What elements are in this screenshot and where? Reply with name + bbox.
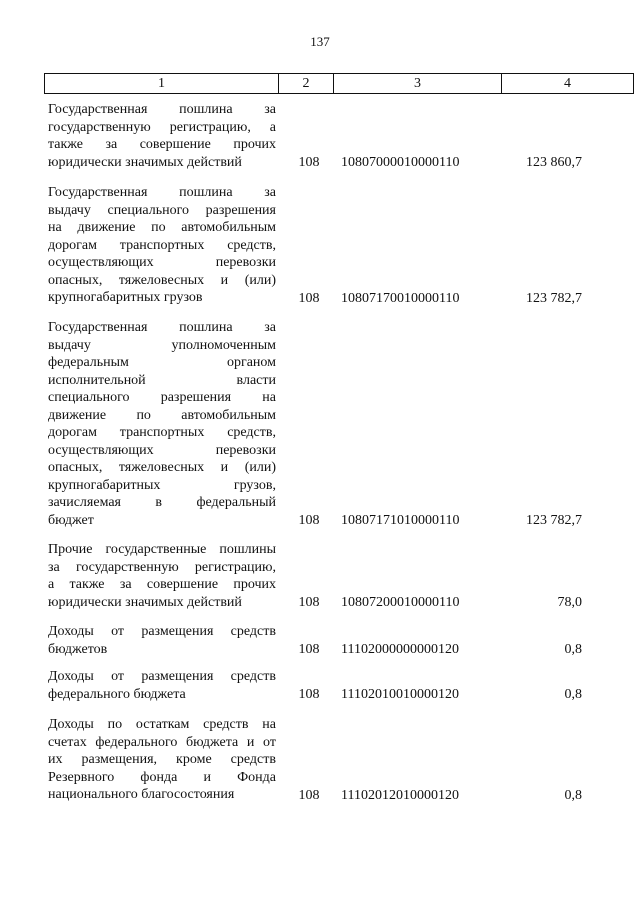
row-description (48, 184, 276, 307)
row-kbk: 11102000000000120 (341, 641, 459, 657)
row-description (48, 319, 276, 529)
row-code: 108 (298, 641, 320, 657)
description-line: также за совершение прочих (48, 137, 276, 152)
description-line: дорогам транспортных средств, (48, 237, 276, 253)
description-line: счетах федерального бюджета и от (48, 734, 276, 750)
description-line: государственную регистрацию, а (48, 119, 276, 135)
table-row (0, 541, 640, 611)
row-kbk: 10807171010000110 (341, 512, 460, 528)
row-description (48, 668, 276, 703)
description-line: осуществляющих перевозки (48, 442, 276, 458)
description-line: Государственная пошлина за (48, 185, 276, 200)
row-amount: 78,0 (557, 594, 582, 610)
row-code: 108 (298, 512, 320, 528)
description-line: бюджет (48, 512, 94, 528)
row-kbk: 11102012010000120 (341, 787, 459, 803)
description-line: их размещения, кроме средств (48, 752, 276, 767)
row-code: 108 (298, 686, 320, 702)
description-line: дорогам транспортных средств, (48, 425, 276, 440)
column-header-row (45, 74, 634, 94)
row-amount: 0,8 (564, 787, 582, 803)
row-amount: 0,8 (564, 686, 582, 702)
row-kbk: 11102010010000120 (341, 686, 459, 702)
description-line: Прочие государственные пошлины (48, 542, 276, 557)
table-row (0, 319, 640, 529)
description-line: зачисляемая в федеральный (48, 495, 276, 510)
description-line: федеральным органом (48, 355, 276, 370)
description-line: движение по автомобильным (48, 407, 276, 423)
table-row (0, 101, 640, 171)
column-header-1: 1 (45, 74, 279, 94)
description-line: федерального бюджета (48, 686, 186, 702)
row-amount: 0,8 (564, 641, 582, 657)
table-row (0, 668, 640, 703)
description-line: крупногабаритных грузов, (48, 477, 276, 493)
column-header-3: 3 (334, 74, 502, 94)
description-line: Резервного фонда и Фонда (48, 769, 276, 785)
row-description (48, 541, 276, 611)
description-line: национального благосостояния (48, 787, 235, 802)
description-line: выдачу уполномоченным (48, 337, 276, 353)
description-line: исполнительной власти (48, 372, 276, 388)
column-header-2: 2 (279, 74, 334, 94)
description-line: осуществляющих перевозки (48, 255, 276, 270)
description-line: за государственную регистрацию, (48, 559, 276, 575)
description-line: Доходы от размещения средств (48, 624, 276, 639)
table-row (0, 184, 640, 307)
description-line: Доходы по остаткам средств на (48, 717, 276, 732)
page-number: 137 (310, 34, 330, 49)
description-line: Доходы от размещения средств (48, 669, 276, 684)
row-code: 108 (298, 594, 320, 610)
row-amount: 123 860,7 (526, 154, 582, 170)
description-line: на движение по автомобильным (48, 220, 276, 235)
description-line: бюджетов (48, 641, 108, 657)
description-line: крупногабаритных грузов (48, 290, 203, 305)
row-description (48, 101, 276, 171)
description-line: специального разрешения на (48, 390, 276, 405)
description-line: юридически значимых действий (48, 594, 242, 610)
description-line: юридически значимых действий (48, 154, 242, 170)
description-line: выдачу специального разрешения (48, 202, 276, 218)
row-kbk: 10807000010000110 (341, 154, 460, 170)
row-description (48, 716, 276, 804)
row-code: 108 (298, 290, 320, 306)
description-line: опасных, тяжеловесных и (или) (48, 272, 276, 288)
row-code: 108 (298, 154, 320, 170)
table-row (0, 716, 640, 804)
row-kbk: 10807200010000110 (341, 594, 460, 610)
column-header-table (44, 73, 634, 94)
row-amount: 123 782,7 (526, 290, 582, 306)
description-line: Государственная пошлина за (48, 102, 276, 117)
row-amount: 123 782,7 (526, 512, 582, 528)
description-line: а также за совершение прочих (48, 577, 276, 592)
table-row (0, 623, 640, 658)
row-code: 108 (298, 787, 320, 803)
description-line: Государственная пошлина за (48, 320, 276, 335)
row-description (48, 623, 276, 658)
description-line: опасных, тяжеловесных и (или) (48, 460, 276, 475)
column-header-4: 4 (502, 74, 634, 94)
row-kbk: 10807170010000110 (341, 290, 460, 306)
